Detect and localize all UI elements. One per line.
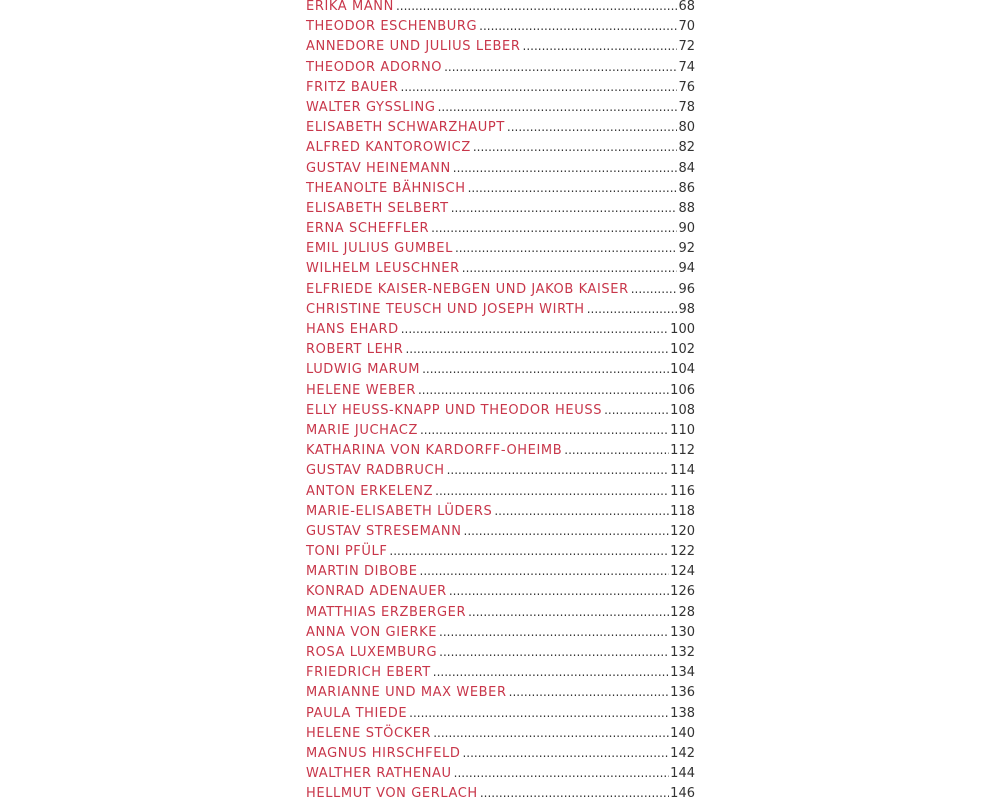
toc-entry-name: THEODOR ADORNO xyxy=(306,59,443,75)
toc-entry-name: WALTHER RATHENAU xyxy=(306,766,452,782)
dot-leader xyxy=(396,0,677,16)
toc-entry-name: ANNA VON GIERKE xyxy=(306,624,438,640)
dot-leader xyxy=(420,420,669,440)
toc-entry-name: ROSA LUXEMBURG xyxy=(306,645,438,660)
toc-entry[interactable] xyxy=(306,783,695,803)
toc-entry-page-number: 70 xyxy=(678,19,695,35)
dot-leader xyxy=(631,279,678,299)
toc-entry-page-number: 76 xyxy=(678,79,695,95)
toc-entry-name: PAULA THIEDE xyxy=(306,705,408,721)
toc-entry[interactable] xyxy=(306,198,695,218)
dot-leader xyxy=(468,178,678,198)
toc-entry-name: MARTIN DIBOBE xyxy=(306,564,418,580)
toc-entry-name: ALFRED KANTOROWICZ xyxy=(306,140,471,156)
toc-entry-name: ELFRIEDE KAISER-NEBGEN UND JAKOB KAISER xyxy=(306,281,629,297)
toc-entry-name: ELISABETH SCHWARZHAUPT xyxy=(306,120,505,136)
toc-entry[interactable] xyxy=(306,763,695,783)
toc-entry-page-number: 110 xyxy=(670,422,695,438)
dot-leader xyxy=(494,501,669,521)
toc-entry-name: EMIL JULIUS GUMBEL xyxy=(306,241,453,257)
toc-entry-page-number: 72 xyxy=(678,39,695,55)
toc-entry-name: FRIEDRICH EBERT xyxy=(306,665,431,681)
toc-entry-page-number: 104 xyxy=(670,362,695,378)
toc-entry-page-number: 96 xyxy=(678,281,695,297)
toc-entry-page-number: 120 xyxy=(670,523,695,539)
toc-entry[interactable] xyxy=(306,57,695,77)
toc-entry-page-number: 130 xyxy=(670,624,695,640)
toc-entry[interactable] xyxy=(306,521,695,541)
toc-entry-name: CHRISTINE TEUSCH UND JOSEPH WIRTH xyxy=(306,301,585,317)
toc-entry-name: HANS EHARD xyxy=(306,322,399,337)
toc-entry[interactable] xyxy=(306,158,695,178)
toc-entry-name: HELENE WEBER xyxy=(306,382,416,398)
toc-entry-page-number: 138 xyxy=(670,705,695,721)
toc-entry-page-number: 122 xyxy=(670,544,695,560)
toc-entry[interactable] xyxy=(306,178,695,198)
toc-entry[interactable] xyxy=(306,561,695,581)
toc-entry[interactable] xyxy=(306,420,695,440)
dot-leader xyxy=(507,117,678,137)
dot-leader xyxy=(473,137,678,157)
toc-entry-page-number: 126 xyxy=(670,584,695,600)
toc-entry-page-number: 116 xyxy=(670,483,695,499)
toc-entry-name: MARIE-ELISABETH LÜDERS xyxy=(306,503,493,519)
toc-entry-name: MARIE JUCHACZ xyxy=(306,422,418,438)
toc-entry-name: ERNA SCHEFFLER xyxy=(306,221,430,237)
toc-entry[interactable] xyxy=(306,299,695,319)
toc-entry-page-number: 146 xyxy=(670,786,695,802)
dot-leader xyxy=(431,218,677,238)
toc-entry[interactable] xyxy=(306,703,695,723)
toc-entry-page-number: 140 xyxy=(670,725,695,741)
toc-entry-name: ELLY HEUSS-KNAPP UND THEODOR HEUSS xyxy=(306,402,603,418)
toc-entry-page-number: 102 xyxy=(670,342,695,358)
toc-entry-name: ELISABETH SELBERT xyxy=(306,200,449,216)
dot-leader xyxy=(409,703,669,723)
toc-entry-page-number: 128 xyxy=(670,604,695,620)
toc-entry-page-number: 94 xyxy=(678,261,695,277)
toc-entry[interactable] xyxy=(306,602,695,622)
dot-leader xyxy=(439,622,669,642)
toc-entry-page-number: 78 xyxy=(678,99,695,115)
toc-entry-page-number: 142 xyxy=(670,745,695,761)
dot-leader xyxy=(433,662,669,682)
toc-entry[interactable] xyxy=(306,279,695,299)
toc-entry-page-number: 106 xyxy=(670,382,695,398)
toc-entry-page-number: 114 xyxy=(670,463,695,479)
toc-entry-name: MATTHIAS ERZBERGER xyxy=(306,604,467,620)
table-of-contents xyxy=(306,0,695,804)
dot-leader xyxy=(405,339,669,359)
dot-leader xyxy=(587,299,678,319)
toc-entry-page-number: 84 xyxy=(678,160,695,176)
toc-entry-page-number: 88 xyxy=(678,200,695,216)
dot-leader xyxy=(604,400,669,420)
dot-leader xyxy=(447,460,670,480)
dot-leader xyxy=(433,723,669,743)
toc-entry[interactable] xyxy=(306,622,695,642)
toc-entry-page-number: 136 xyxy=(670,685,695,701)
toc-entry[interactable] xyxy=(306,581,695,601)
toc-entry-name: ANNEDORE UND JULIUS LEBER xyxy=(306,39,521,55)
toc-entry[interactable] xyxy=(306,460,695,480)
dot-leader xyxy=(523,36,678,56)
dot-leader xyxy=(439,642,669,662)
dot-leader xyxy=(438,97,678,117)
toc-entry[interactable] xyxy=(306,117,695,137)
toc-entry[interactable] xyxy=(306,0,695,16)
dot-leader xyxy=(462,258,678,278)
toc-entry[interactable] xyxy=(306,319,695,339)
toc-entry-page-number: 74 xyxy=(678,59,695,75)
toc-entry-page-number: 144 xyxy=(670,766,695,782)
dot-leader xyxy=(401,77,678,97)
toc-entry-name: ERIKA MANN xyxy=(306,0,394,14)
toc-entry-page-number: 68 xyxy=(678,0,695,14)
dot-leader xyxy=(401,319,669,339)
toc-entry[interactable] xyxy=(306,77,695,97)
toc-entry-page-number: 124 xyxy=(670,564,695,580)
toc-entry[interactable] xyxy=(306,501,695,521)
toc-entry[interactable] xyxy=(306,238,695,258)
dot-leader xyxy=(435,481,669,501)
dot-leader xyxy=(468,602,669,622)
dot-leader xyxy=(480,783,669,803)
toc-entry-page-number: 98 xyxy=(678,301,695,317)
toc-entry-name: ANTON ERKELENZ xyxy=(306,483,434,499)
dot-leader xyxy=(464,521,670,541)
toc-entry-name: THEANOLTE BÄHNISCH xyxy=(306,180,466,196)
dot-leader xyxy=(389,541,669,561)
toc-entry[interactable] xyxy=(306,258,695,278)
toc-entry[interactable] xyxy=(306,137,695,157)
toc-entry-name: WILHELM LEUSCHNER xyxy=(306,261,460,277)
toc-entry[interactable] xyxy=(306,541,695,561)
toc-entry[interactable] xyxy=(306,440,695,460)
toc-entry-name: GUSTAV RADBRUCH xyxy=(306,463,445,479)
toc-entry[interactable] xyxy=(306,218,695,238)
toc-entry-page-number: 92 xyxy=(678,241,695,257)
dot-leader xyxy=(418,380,669,400)
dot-leader xyxy=(453,158,678,178)
toc-entry[interactable] xyxy=(306,400,695,420)
toc-entry-name: ROBERT LEHR xyxy=(306,342,404,358)
toc-entry-page-number: 86 xyxy=(678,180,695,196)
dot-leader xyxy=(564,440,669,460)
dot-leader xyxy=(420,561,670,581)
toc-entry-name: KATHARINA VON KARDORFF-OHEIMB xyxy=(306,443,563,459)
toc-entry-name: GUSTAV HEINEMANN xyxy=(306,160,451,176)
toc-entry[interactable] xyxy=(306,723,695,743)
toc-entry-page-number: 90 xyxy=(678,221,695,237)
toc-entry-name: TONI PFÜLF xyxy=(306,544,388,560)
dot-leader xyxy=(422,359,669,379)
toc-entry-page-number: 118 xyxy=(670,503,695,519)
toc-entry-page-number: 108 xyxy=(670,402,695,418)
dot-leader xyxy=(444,57,677,77)
toc-entry-name: HELENE STÖCKER xyxy=(306,725,432,741)
toc-entry[interactable] xyxy=(306,16,695,36)
toc-entry-name: HELLMUT VON GERLACH xyxy=(306,786,478,802)
toc-entry[interactable] xyxy=(306,97,695,117)
dot-leader xyxy=(451,198,678,218)
toc-entry-name: GUSTAV STRESEMANN xyxy=(306,523,462,539)
toc-entry-name: KONRAD ADENAUER xyxy=(306,584,447,600)
toc-entry[interactable] xyxy=(306,339,695,359)
toc-entry[interactable] xyxy=(306,481,695,501)
dot-leader xyxy=(449,581,669,601)
toc-entry-page-number: 112 xyxy=(670,443,695,459)
toc-entry[interactable] xyxy=(306,682,695,702)
dot-leader xyxy=(479,16,677,36)
toc-entry-name: MARIANNE UND MAX WEBER xyxy=(306,685,507,701)
toc-entry-name: MAGNUS HIRSCHFELD xyxy=(306,745,461,761)
toc-entry-name: FRITZ BAUER xyxy=(306,79,399,95)
dot-leader xyxy=(454,763,670,783)
toc-entry-name: WALTER GYSSLING xyxy=(306,99,436,115)
toc-entry[interactable] xyxy=(306,743,695,763)
toc-entry-name: LUDWIG MARUM xyxy=(306,362,421,378)
toc-entry[interactable] xyxy=(306,359,695,379)
dot-leader xyxy=(455,238,678,258)
toc-entry[interactable] xyxy=(306,662,695,682)
toc-entry-page-number: 100 xyxy=(670,322,695,337)
toc-entry-page-number: 80 xyxy=(678,120,695,136)
dot-leader xyxy=(509,682,670,702)
toc-entry-page-number: 134 xyxy=(670,665,695,681)
dot-leader xyxy=(462,743,669,763)
toc-entry[interactable] xyxy=(306,380,695,400)
toc-entry[interactable] xyxy=(306,36,695,56)
toc-entry[interactable] xyxy=(306,642,695,662)
toc-entry-name: THEODOR ESCHENBURG xyxy=(306,19,478,35)
toc-entry-page-number: 132 xyxy=(670,645,695,660)
toc-entry-page-number: 82 xyxy=(678,140,695,156)
